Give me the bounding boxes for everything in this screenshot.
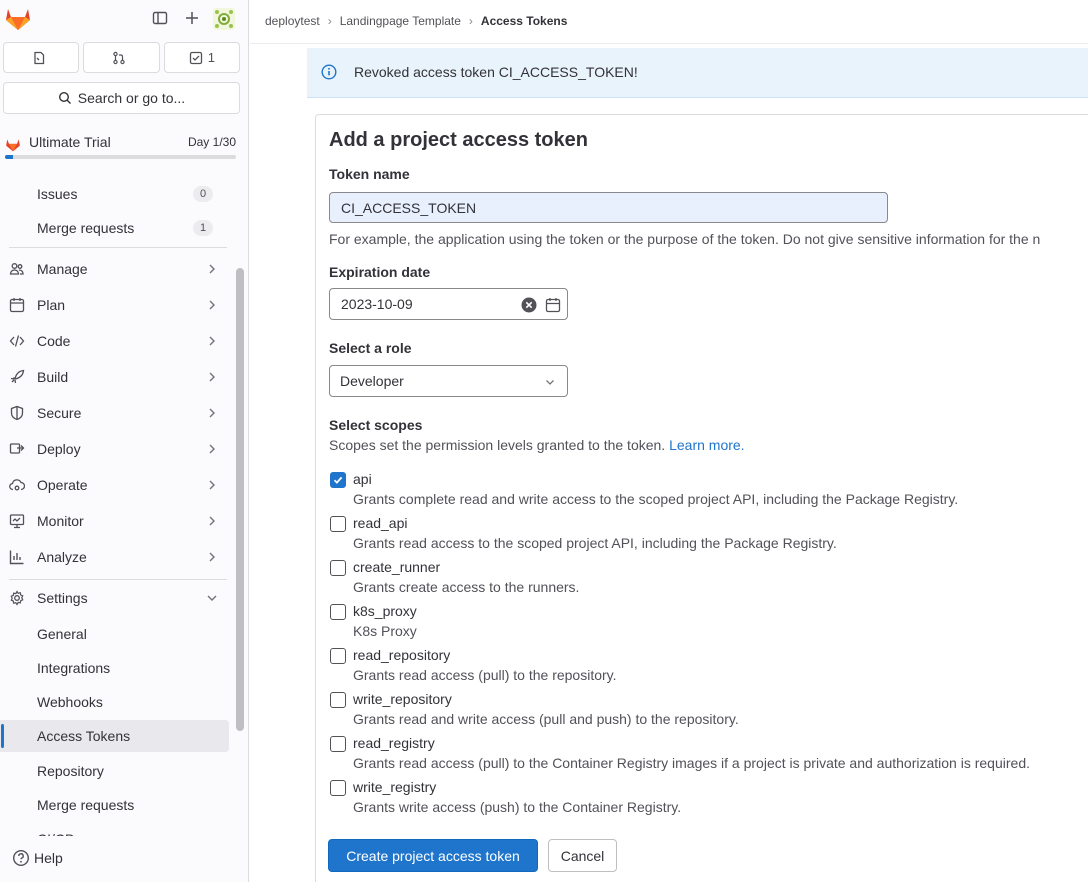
scope-name: read_registry bbox=[353, 735, 435, 751]
chevron-right-icon bbox=[206, 515, 218, 527]
expiration-date-input[interactable] bbox=[329, 288, 568, 320]
role-label: Select a role bbox=[329, 340, 412, 356]
pinned-item-label: Merge requests bbox=[37, 220, 135, 236]
nav-item-label: Manage bbox=[37, 261, 88, 277]
alert-message: Revoked access token CI_ACCESS_TOKEN! bbox=[354, 64, 638, 80]
shield-icon bbox=[9, 405, 25, 421]
question-icon bbox=[12, 849, 30, 867]
role-select[interactable] bbox=[329, 365, 568, 397]
breadcrumb-item[interactable]: Landingpage Template bbox=[339, 14, 461, 28]
todo-icon bbox=[189, 51, 203, 65]
cloud-gear-icon bbox=[9, 477, 25, 493]
deployments-icon bbox=[9, 441, 25, 457]
chevron-right-icon bbox=[206, 407, 218, 419]
nav-item-analyze[interactable] bbox=[0, 539, 236, 575]
nav-item-label: Analyze bbox=[37, 549, 87, 565]
scopes-label: Select scopes bbox=[329, 417, 423, 433]
expiration-date-label: Expiration date bbox=[329, 264, 431, 280]
scope-checkbox[interactable] bbox=[330, 780, 346, 796]
collapse-sidebar-icon[interactable] bbox=[149, 7, 171, 29]
settings-item-repository[interactable] bbox=[0, 755, 229, 787]
pinned-item-merge-requests[interactable] bbox=[0, 212, 229, 244]
success-alert bbox=[307, 48, 1088, 98]
search-button[interactable] bbox=[3, 82, 240, 114]
user-counters bbox=[3, 42, 240, 73]
scope-description: K8s Proxy bbox=[353, 623, 417, 639]
help-label: Help bbox=[34, 850, 63, 866]
chevron-right-icon bbox=[206, 335, 218, 347]
sidebar-header bbox=[0, 0, 249, 38]
nav-item-label: Plan bbox=[37, 297, 66, 313]
scope-checkbox[interactable] bbox=[330, 648, 346, 664]
pinned-item-issues[interactable] bbox=[0, 178, 229, 210]
scope-description: Grants read access (pull) to the repository. bbox=[353, 667, 617, 683]
trial-label: Ultimate Trial bbox=[29, 134, 111, 150]
scope-name: write_repository bbox=[353, 691, 452, 707]
count-badge: 1 bbox=[193, 220, 213, 236]
issues-counter-button[interactable] bbox=[3, 42, 79, 73]
gitlab-tanuki-icon bbox=[5, 137, 21, 152]
trial-progress-fill bbox=[5, 155, 13, 159]
trial-progress-bar bbox=[5, 155, 236, 159]
users-icon bbox=[9, 261, 25, 277]
breadcrumb bbox=[265, 14, 567, 28]
monitor-icon bbox=[9, 513, 25, 529]
breadcrumb-current[interactable]: Access Tokens bbox=[480, 14, 568, 28]
create-token-button[interactable]: Create project access token bbox=[328, 839, 538, 872]
avatar[interactable] bbox=[213, 8, 235, 30]
chevron-right-icon bbox=[206, 263, 218, 275]
merge-request-icon bbox=[112, 51, 126, 65]
role-select-value: Developer bbox=[340, 373, 404, 389]
scope-option-read-registry[interactable] bbox=[329, 734, 1088, 778]
chevron-right-icon bbox=[206, 551, 218, 563]
settings-item-label: Integrations bbox=[37, 660, 111, 676]
nav-item-settings[interactable] bbox=[0, 580, 236, 616]
scope-checkbox[interactable] bbox=[330, 692, 346, 708]
sidebar-scrollbar[interactable] bbox=[236, 268, 244, 731]
scope-checkbox[interactable] bbox=[330, 516, 346, 532]
settings-item-label: Merge requests bbox=[37, 797, 135, 813]
scope-checkbox[interactable] bbox=[330, 604, 346, 620]
merge-requests-counter-button[interactable] bbox=[83, 42, 159, 73]
settings-icon bbox=[9, 590, 25, 606]
todos-counter-value: 1 bbox=[207, 50, 215, 65]
scope-option-create-runner[interactable] bbox=[329, 558, 1088, 602]
nav-item-code[interactable] bbox=[0, 323, 236, 359]
planning-icon bbox=[9, 297, 25, 313]
scope-description: Grants read and write access (pull and push) to the repository. bbox=[353, 711, 739, 727]
breadcrumb-separator-icon: › bbox=[327, 14, 332, 28]
scopes-help bbox=[329, 437, 745, 453]
chart-icon bbox=[9, 549, 25, 565]
scope-description: Grants create access to the runners. bbox=[353, 579, 580, 595]
scope-option-read-repository[interactable] bbox=[329, 646, 1088, 690]
todos-counter-button[interactable] bbox=[164, 42, 240, 73]
settings-item-general[interactable] bbox=[0, 618, 229, 650]
help-button[interactable] bbox=[12, 849, 63, 867]
cancel-button[interactable]: Cancel bbox=[548, 839, 617, 872]
check-icon bbox=[333, 475, 343, 485]
settings-item-integrations[interactable] bbox=[0, 652, 229, 684]
pinned-item-label: Issues bbox=[37, 186, 78, 202]
scope-option-write-repository[interactable] bbox=[329, 690, 1088, 734]
scope-name: create_runner bbox=[353, 559, 441, 575]
scope-option-write-registry[interactable] bbox=[329, 778, 1088, 822]
info-icon bbox=[321, 64, 337, 80]
scope-name: api bbox=[353, 471, 372, 487]
nav-item-secure[interactable] bbox=[0, 395, 236, 431]
settings-item-access-tokens[interactable] bbox=[0, 720, 229, 752]
scope-option-api[interactable] bbox=[329, 470, 1088, 514]
learn-more-link[interactable]: Learn more. bbox=[669, 437, 745, 453]
chevron-down-icon bbox=[544, 376, 556, 388]
settings-item-label: General bbox=[37, 626, 87, 642]
search-button-label: Search or go to... bbox=[77, 90, 186, 106]
scope-name: read_repository bbox=[353, 647, 451, 663]
plus-icon[interactable] bbox=[181, 7, 203, 29]
search-icon bbox=[58, 91, 72, 105]
code-icon bbox=[9, 333, 25, 349]
trial-status-widget[interactable] bbox=[0, 128, 249, 164]
nav-item-operate[interactable] bbox=[0, 467, 236, 503]
nav-item-label: Deploy bbox=[37, 441, 81, 457]
scopes-help-text: Scopes set the permission levels granted to the token. bbox=[329, 437, 666, 453]
nav-item-label: Secure bbox=[37, 405, 82, 421]
breadcrumb-item[interactable]: deploytest bbox=[265, 14, 320, 28]
token-name-help: For example, the application using the token or the purpose of the token. Do not give sensitive information for the n bbox=[329, 231, 1041, 247]
nav-item-deploy[interactable] bbox=[0, 431, 236, 467]
header-divider bbox=[250, 43, 1088, 44]
scope-checkbox[interactable] bbox=[330, 472, 346, 488]
nav-item-manage[interactable] bbox=[0, 251, 236, 287]
clear-icon[interactable] bbox=[521, 297, 537, 313]
scope-description: Grants complete read and write access to the scoped project API, including the Package Registry. bbox=[353, 491, 959, 507]
nav-item-label: Settings bbox=[37, 590, 88, 606]
trial-day: Day 1/30 bbox=[187, 135, 236, 149]
chevron-right-icon bbox=[206, 443, 218, 455]
scope-name: write_registry bbox=[353, 779, 437, 795]
scope-description: Grants read access (pull) to the Container Registry images if a project is private and authorization is required. bbox=[353, 755, 1030, 771]
nav-item-label: Code bbox=[37, 333, 71, 349]
nav-item-plan[interactable] bbox=[0, 287, 236, 323]
scope-option-read-api[interactable] bbox=[329, 514, 1088, 558]
scope-description: Grants read access to the scoped project API, including the Package Registry. bbox=[353, 535, 837, 551]
expiration-date-value: 2023-10-09 bbox=[341, 296, 413, 312]
scope-description: Grants write access (push) to the Container Registry. bbox=[353, 799, 682, 815]
token-name-label: Token name bbox=[329, 166, 410, 182]
chevron-right-icon bbox=[206, 299, 218, 311]
count-badge: 0 bbox=[193, 186, 213, 202]
nav-item-monitor[interactable] bbox=[0, 503, 236, 539]
nav-item-label: Operate bbox=[37, 477, 88, 493]
scope-option-k8s-proxy[interactable] bbox=[329, 602, 1088, 646]
scope-name: k8s_proxy bbox=[353, 603, 417, 619]
chevron-down-icon bbox=[206, 592, 218, 604]
gitlab-logo-icon[interactable] bbox=[4, 5, 32, 31]
scope-checkbox[interactable] bbox=[330, 560, 346, 576]
scope-checkbox[interactable] bbox=[330, 736, 346, 752]
nav-item-build[interactable] bbox=[0, 359, 236, 395]
settings-item-label: Repository bbox=[37, 763, 104, 779]
rocket-icon bbox=[9, 369, 25, 385]
issue-icon bbox=[32, 51, 46, 65]
breadcrumb-separator-icon: › bbox=[468, 14, 473, 28]
settings-item-merge-requests[interactable] bbox=[0, 789, 229, 821]
calendar-icon[interactable] bbox=[545, 297, 561, 313]
access-token-form bbox=[315, 114, 1088, 882]
nav-item-label: Build bbox=[37, 369, 69, 385]
nav-item-label: Monitor bbox=[37, 513, 84, 529]
chevron-right-icon bbox=[206, 479, 218, 491]
sidebar bbox=[0, 0, 249, 882]
settings-item-webhooks[interactable] bbox=[0, 686, 229, 718]
form-title: Add a project access token bbox=[329, 129, 588, 151]
scope-name: read_api bbox=[353, 515, 408, 531]
divider bbox=[9, 247, 227, 248]
settings-item-label: Access Tokens bbox=[37, 728, 131, 744]
settings-item-label: Webhooks bbox=[37, 694, 103, 710]
token-name-input[interactable] bbox=[329, 192, 888, 223]
chevron-right-icon bbox=[206, 371, 218, 383]
